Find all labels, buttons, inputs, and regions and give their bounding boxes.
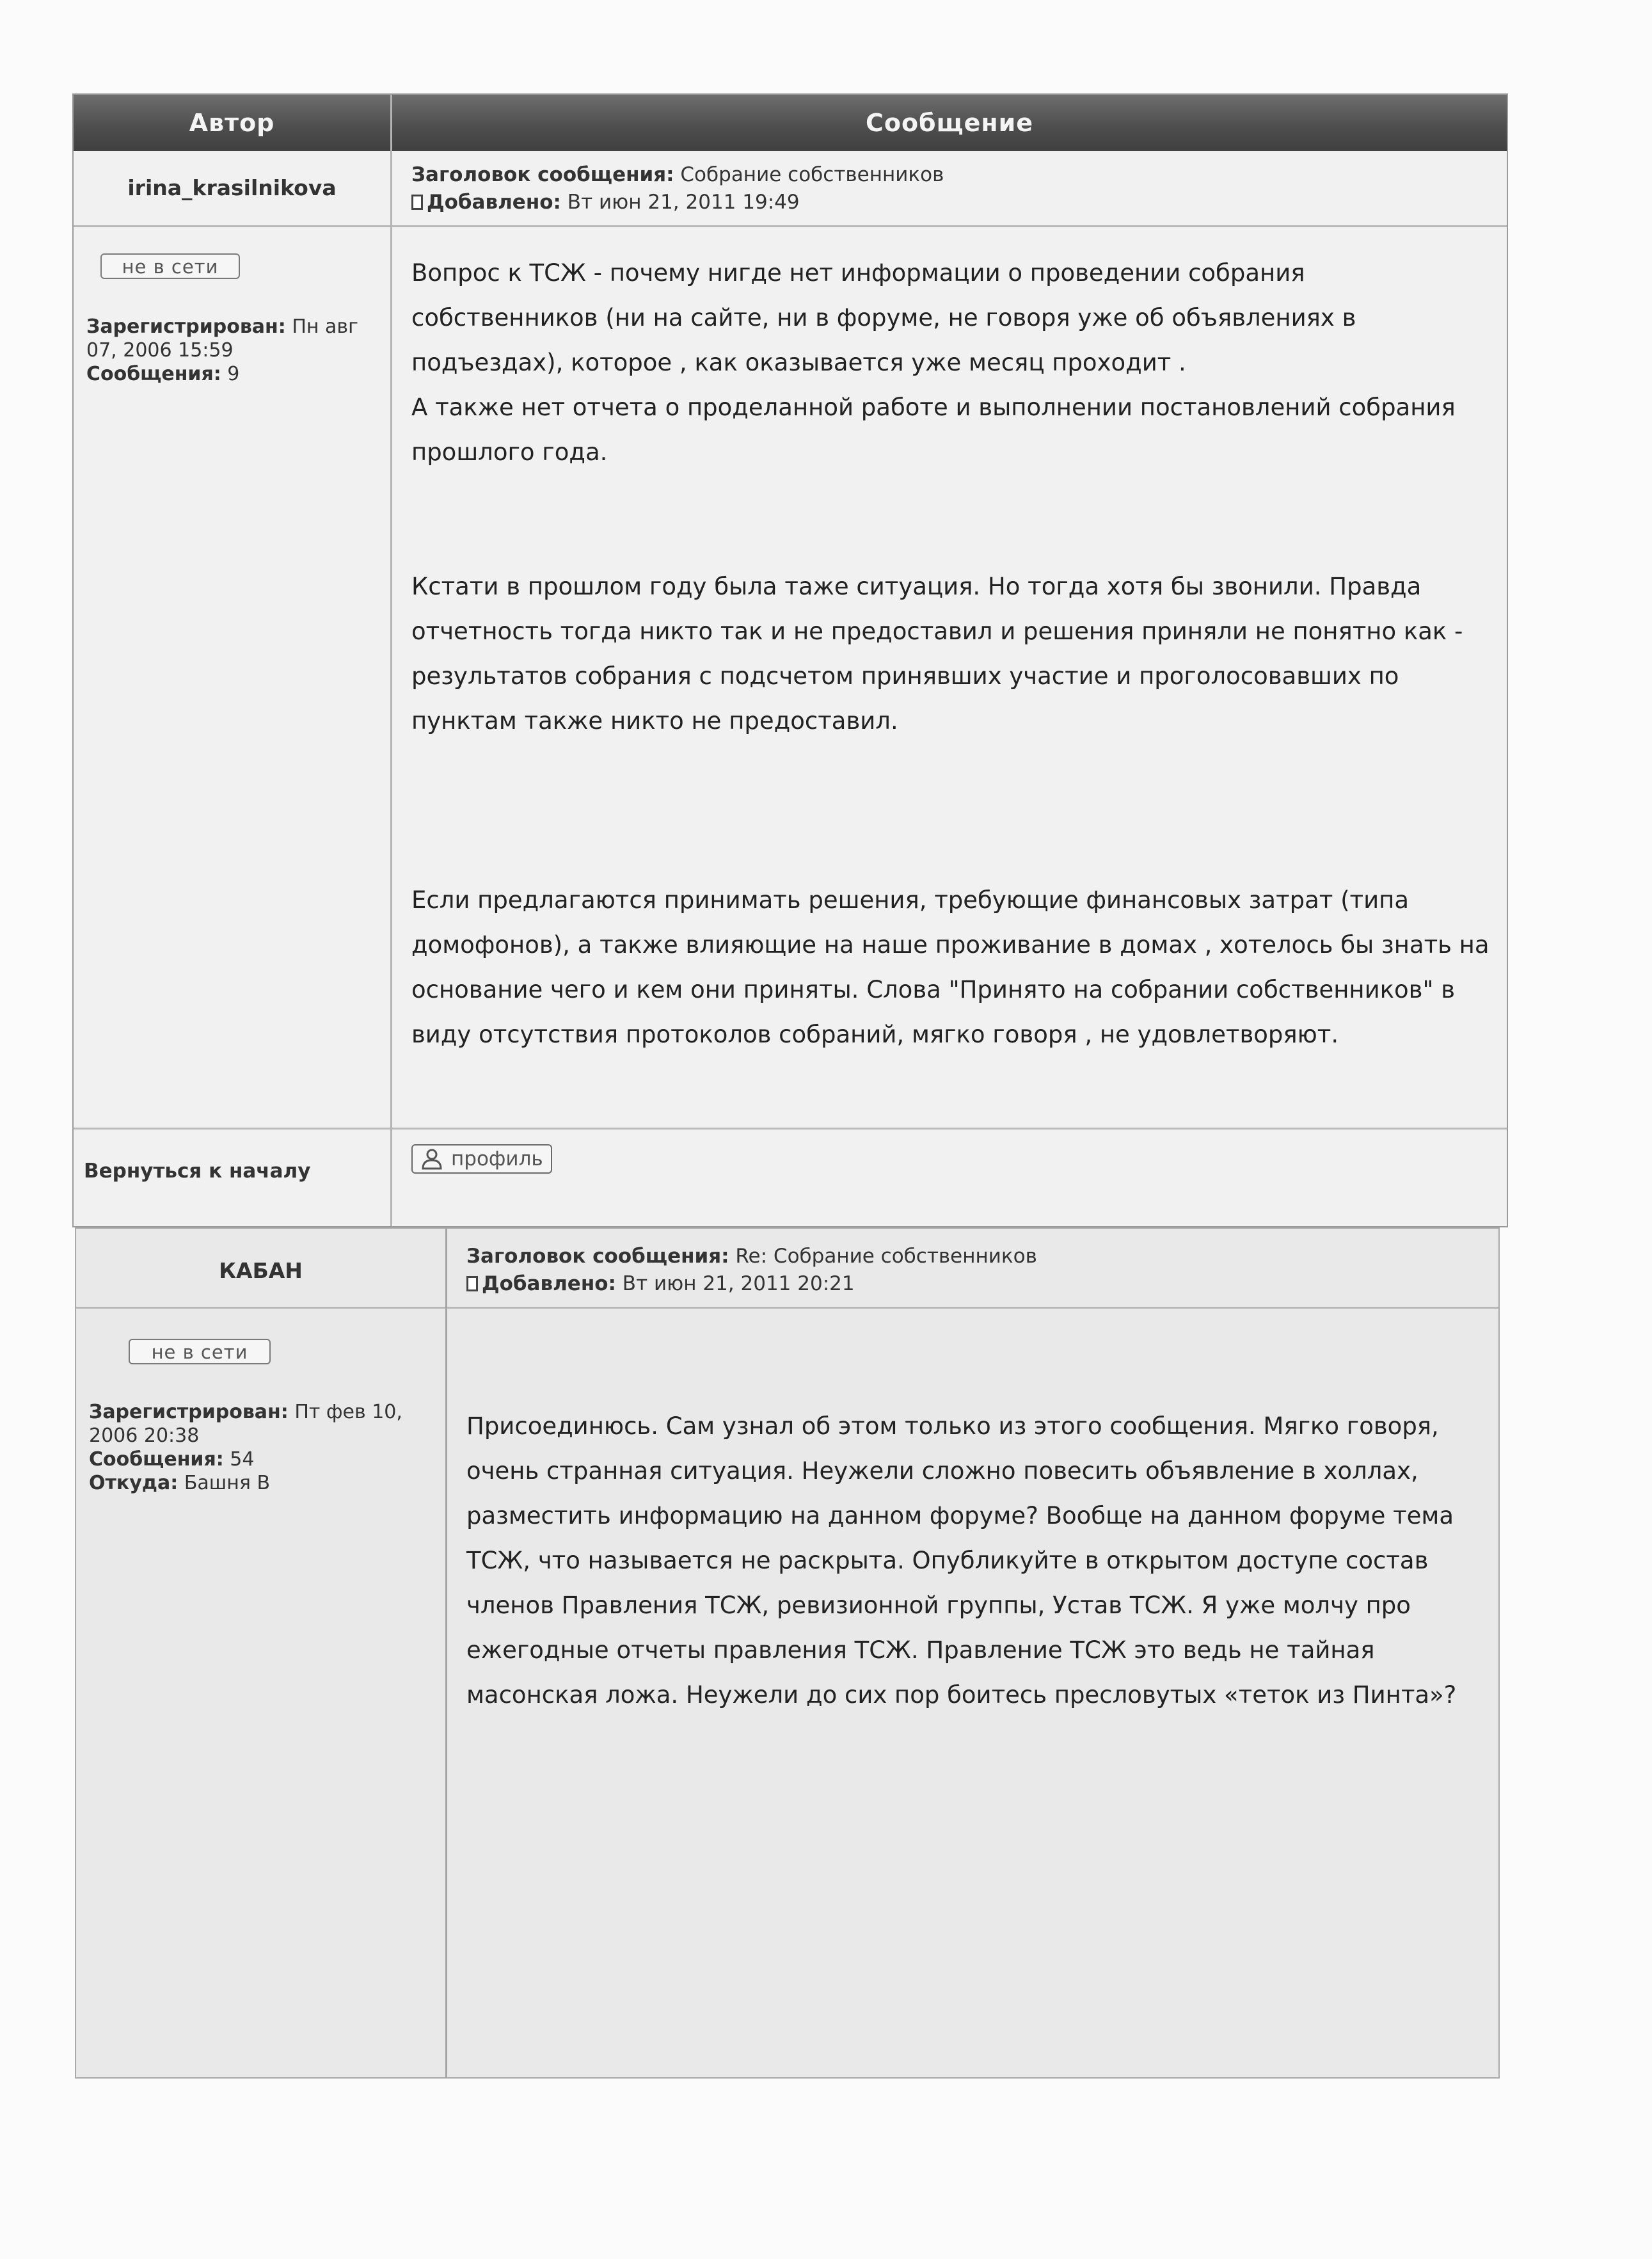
- post-1-message-body-para-3: [411, 878, 1489, 1057]
- post-link-icon[interactable]: [411, 195, 423, 210]
- post-1-body-line: Вопрос к ТСЖ - почему нигде нет информации о проведении собрания: [411, 259, 1305, 287]
- post-2-body-line: Присоединюсь. Сам узнал об этом только из этого сообщения. Мягко говоря,: [466, 1412, 1439, 1440]
- posted-label: Добавлено:: [427, 191, 561, 214]
- post-1-message-header: [411, 161, 944, 216]
- post-1-body-line: виду отсутствия протоколов собраний, мягко говоря , не удовлетворяют.: [411, 1021, 1339, 1048]
- post-2-posted-row: [466, 1270, 1037, 1298]
- post-1-posts-row: [86, 362, 381, 386]
- post-1: [72, 93, 1508, 1227]
- post-1-message-column: [392, 95, 1507, 1226]
- posted-label: Добавлено:: [482, 1272, 616, 1295]
- posts-label: Сообщения:: [86, 363, 221, 385]
- post-2-posts-row: [89, 1448, 434, 1471]
- location-label: Откуда:: [89, 1472, 179, 1494]
- post-2-message-header: [466, 1243, 1037, 1298]
- post-2-offline-status-button[interactable]: не в сети: [129, 1339, 271, 1364]
- post-1-body-line: подъездах), которое , как оказывается уже месяц проходит .: [411, 349, 1186, 376]
- registered-label: Зарегистрирован:: [86, 315, 286, 338]
- post-2-body-line: очень странная ситуация. Неужели сложно повесить объявление в холлах,: [466, 1457, 1418, 1485]
- post-2-location-row: [89, 1471, 434, 1495]
- post-2-registered-value: Пт фев 10, 2006 20:38: [89, 1401, 402, 1447]
- post-2-posted-value: Вт июн 21, 2011 20:21: [622, 1272, 855, 1295]
- post-1-posted-row: [411, 189, 944, 216]
- message-column-header: Сообщение: [392, 95, 1507, 151]
- post-1-author-separator: [74, 225, 390, 227]
- post-1-body-line: прошлого года.: [411, 438, 608, 466]
- post-1-author-column: [74, 95, 392, 1226]
- profile-button-label: профиль: [451, 1147, 543, 1170]
- profile-button[interactable]: [411, 1144, 552, 1174]
- post-2-registered-row: [89, 1400, 434, 1448]
- posts-label: Сообщения:: [89, 1448, 224, 1471]
- post-1-body-line: домофонов), а также влияющие на наше проживание в домах , хотелось бы знать на: [411, 931, 1489, 959]
- post-2-message-body: [466, 1404, 1456, 1718]
- post-2-message-separator: [447, 1307, 1498, 1309]
- subject-label: Заголовок сообщения:: [466, 1245, 729, 1268]
- post-2-message-column: [447, 1229, 1498, 2077]
- subject-label: Заголовок сообщения:: [411, 163, 674, 186]
- post-2-body-line: членов Правления ТСЖ, ревизионной группы, Устав ТСЖ. Я уже молчу про: [466, 1592, 1411, 1619]
- post-2-body-line: ежегодные отчеты правления ТСЖ. Правление ТСЖ это ведь не тайная: [466, 1636, 1375, 1664]
- post-1-body-line: пунктам также никто не предоставил.: [411, 707, 898, 735]
- post-1-body-line: А также нет отчета о проделанной работе и выполнении постановлений собрания: [411, 394, 1456, 421]
- post-2-subject-value: Re: Собрание собственников: [735, 1245, 1037, 1268]
- post-1-author-name[interactable]: irina_krasilnikova: [127, 175, 337, 200]
- post-1-subject-row: [411, 161, 944, 189]
- post-1-body-line: собственников (ни на сайте, ни в форуме, не говоря уже об объявлениях в: [411, 304, 1356, 331]
- post-1-profile-info: [86, 315, 381, 386]
- post-1-message-body-para-2: [411, 564, 1463, 744]
- post-2-profile-info: [89, 1400, 434, 1495]
- post-1-body-line: Если предлагаются принимать решения, требующие финансовых затрат (типа: [411, 886, 1410, 914]
- post-2: [75, 1227, 1500, 2079]
- post-2-body-line: масонская ложа. Неужели до сих пор боитесь пресловутых «теток из Пинта»?: [466, 1681, 1457, 1709]
- post-2-author-column: [76, 1229, 447, 2077]
- post-link-icon[interactable]: [466, 1276, 478, 1291]
- post-2-posts-value: 54: [230, 1448, 255, 1471]
- post-1-posted-value: Вт июн 21, 2011 19:49: [567, 191, 800, 214]
- person-icon: [420, 1148, 443, 1170]
- post-1-registered-value: Пн авг 07, 2006 15:59: [86, 315, 358, 362]
- post-1-offline-status-button[interactable]: не в сети: [100, 253, 240, 279]
- post-1-body-line: отчетность тогда никто так и не предоставил и решения приняли не понятно как -: [411, 618, 1463, 645]
- author-column-header: Автор: [74, 95, 390, 151]
- post-1-subject-value: Собрание собственников: [680, 163, 944, 186]
- post-1-body-line: Кстати в прошлом году была таже ситуация. Но тогда хотя бы звонили. Правда: [411, 573, 1422, 600]
- post-1-registered-row: [86, 315, 381, 362]
- post-1-body-line: основание чего и кем они приняты. Слова "Принято на собрании собственников" в: [411, 976, 1456, 1003]
- post-2-body-line: ТСЖ, что называется не раскрыта. Опубликуйте в открытом доступе состав: [466, 1547, 1429, 1574]
- post-2-author-name[interactable]: КАБАН: [219, 1258, 303, 1283]
- back-to-top-link[interactable]: Вернуться к началу: [84, 1160, 311, 1183]
- post-1-posts-value: 9: [227, 363, 240, 385]
- registered-label: Зарегистрирован:: [89, 1401, 289, 1423]
- post-2-subject-row: [466, 1243, 1037, 1270]
- post-1-message-footer-separator: [392, 1128, 1507, 1130]
- post-2-author-separator: [76, 1307, 445, 1309]
- post-2-body-line: разместить информацию на данном форуме? Вообще на данном форуме тема: [466, 1502, 1454, 1529]
- post-1-message-body: [411, 251, 1456, 475]
- post-1-message-separator: [392, 225, 1507, 227]
- post-1-footer-separator: [74, 1128, 390, 1130]
- post-2-location-value: Башня В: [184, 1472, 271, 1494]
- post-1-body-line: результатов собрания с подсчетом принявших участие и проголосовавших по: [411, 662, 1399, 690]
